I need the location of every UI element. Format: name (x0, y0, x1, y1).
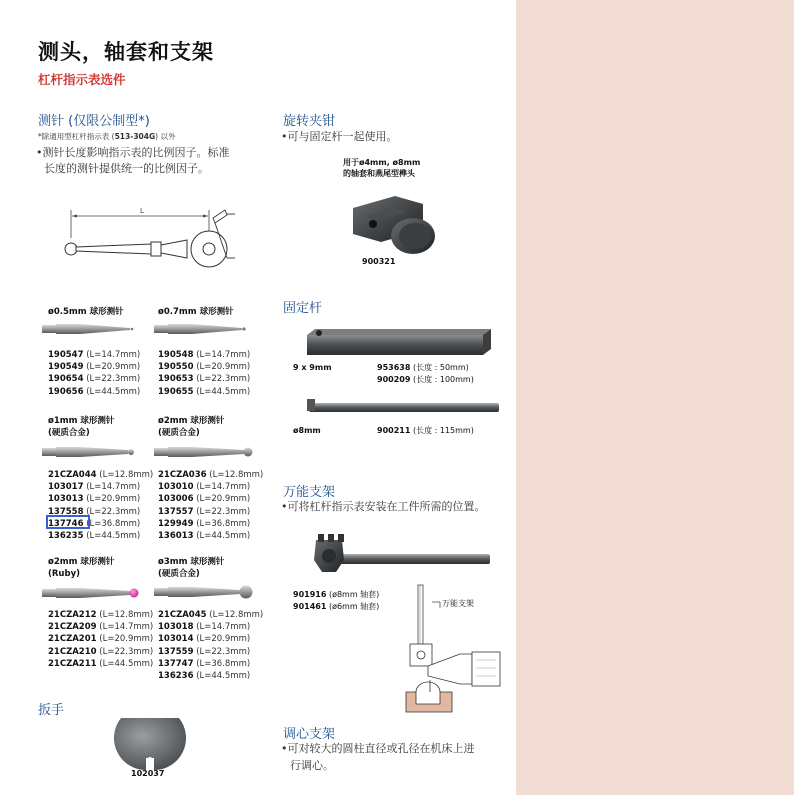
selection-highlight (46, 515, 90, 529)
side-panel (516, 0, 794, 795)
clamp-heading: 旋转夹钳 (283, 114, 336, 129)
rod-row-1: 953638 (长度 : 50mm) (377, 363, 469, 372)
stylus-heading: 测针 (仅限公制型*) (38, 114, 150, 129)
square-rod-image (303, 325, 495, 359)
rod-size-round: ø8mm (293, 426, 321, 435)
stylus-group-label: ø2mm 球形测针 (硬质合金) (158, 416, 225, 438)
holder-image (300, 530, 500, 586)
holder-row-1: 901916 (ø8mm 轴套) (293, 590, 380, 599)
page-subtitle: 杠杆指示表选件 (38, 72, 126, 87)
stylus-group-label: ø0.5mm 球形测针 (48, 307, 124, 317)
holder-row-2: 901461 (ø6mm 轴套) (293, 602, 380, 611)
stylus-group-label: ø0.7mm 球形测针 (158, 307, 234, 317)
rod-row-3: 900211 (长度 : 115mm) (377, 426, 474, 435)
holder-usage-diagram (400, 580, 510, 715)
stylus-group-list-6: 21CZA045 (L=12.8mm) 103018 (L=14.7mm) 103014 (L=20.9mm) 137559 (L=22.3mm) 137747 (L=36.8mm) 136236 (L=44.5mm) (158, 610, 264, 682)
stylus-group-label: ø1mm 球形测针 (硬质合金) (48, 416, 115, 438)
stylus-image (152, 580, 262, 604)
page-title: 测头，轴套和支架 (38, 40, 214, 64)
stylus-group-list-1: 190547 (L=14.7mm) 190549 (L=20.9mm) 190654 (L=22.3mm) 190656 (L=44.5mm) (48, 350, 141, 397)
stylus-image (152, 442, 262, 462)
rod-size-square: 9 x 9mm (293, 363, 332, 372)
length-dim-label: L (140, 207, 144, 215)
stylus-note: *除通用型杠杆指示表 (513-304G) 以外 (38, 132, 176, 141)
round-rod-image (303, 395, 503, 419)
stylus-group-label: ø3mm 球形测针 (硬质合金) (158, 557, 225, 579)
stylus-group-list-5: 21CZA212 (L=12.8mm) 21CZA209 (L=14.7mm) 21CZA201 (L=20.9mm) 21CZA210 (L=22.3mm) 21CZA211 (L=44.5mm) (48, 610, 154, 669)
clamp-caption: 用于ø4mm, ø8mm 的轴套和燕尾型榫头 (343, 158, 421, 178)
stylus-group-label: ø2mm 球形测针 (Ruby) (48, 557, 115, 579)
stylus-image (40, 444, 140, 460)
centering-bullet-2: 行调心。 (290, 759, 334, 772)
stylus-diagram (55, 198, 255, 278)
stylus-image (40, 583, 150, 603)
wrench-part-number: 102037 (131, 769, 165, 778)
stylus-image (40, 321, 140, 337)
stylus-image (152, 321, 252, 337)
wrench-image (112, 708, 188, 772)
holder-heading: 万能支架 (283, 485, 336, 500)
stylus-group-list-4: 21CZA036 (L=12.8mm) 103010 (L=14.7mm) 103006 (L=20.9mm) 137557 (L=22.3mm) 129949 (L=36.8mm) 136013 (L=44.5mm) (158, 470, 264, 542)
stylus-bullet-1: •测针长度影响指示表的比例因子。标准 (36, 146, 230, 159)
centering-heading: 调心支架 (283, 727, 336, 742)
rod-heading: 固定杆 (283, 301, 323, 316)
centering-bullet-1: •可对较大的圆柱直径或孔径在机床上进 (281, 742, 475, 755)
holder-callout-label: 万能支架 (442, 599, 474, 608)
rod-row-2: 900209 (长度 : 100mm) (377, 375, 474, 384)
stylus-bullet-2: 长度的测针提供统一的比例因子。 (44, 162, 209, 175)
stylus-group-list-2: 190548 (L=14.7mm) 190550 (L=20.9mm) 190653 (L=22.3mm) 190655 (L=44.5mm) (158, 350, 251, 397)
stylus-group-list-3: 21CZA044 (L=12.8mm) 103017 (L=14.7mm) 103013 (L=20.9mm) 137558 (L=22.3mm) 137746 (L=36.8mm) 136235 (L=44.5mm) (48, 470, 154, 542)
clamp-bullet: •可与固定杆一起使用。 (281, 130, 398, 143)
wrench-heading: 扳手 (38, 703, 65, 718)
clamp-part-number: 900321 (362, 257, 396, 266)
holder-bullet: •可将杠杆指示表安装在工件所需的位置。 (281, 500, 486, 513)
